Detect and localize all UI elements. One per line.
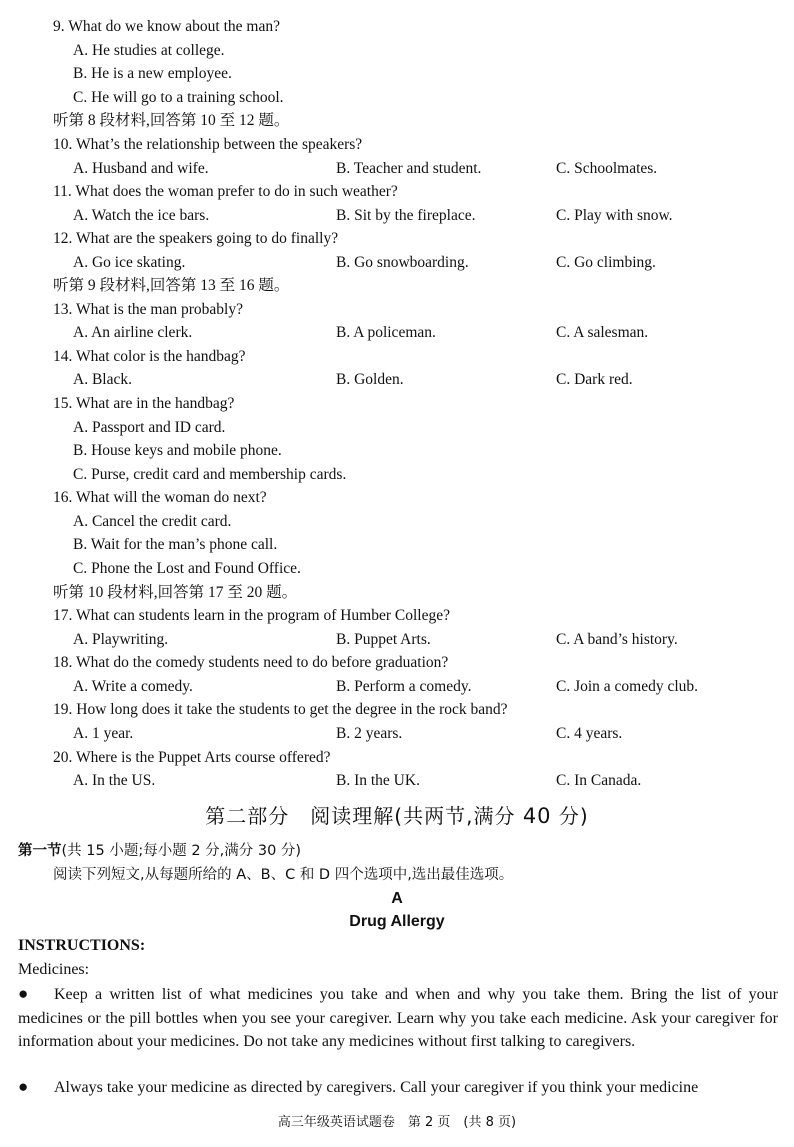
- q20-option-b: B. In the UK.: [336, 772, 420, 789]
- passage-letter: A: [391, 890, 403, 907]
- q13-option-b: B. A policeman.: [336, 324, 436, 341]
- q11-option-c: C. Play with snow.: [556, 207, 673, 224]
- q9-option-a: A. He studies at college.: [73, 42, 225, 59]
- q13-option-a: A. An airline clerk.: [73, 324, 193, 341]
- question-19: 19. How long does it take the students to get the degree in the rock band?: [53, 701, 508, 718]
- q18-option-a: A. Write a comedy.: [73, 678, 193, 695]
- q19-option-c: C. 4 years.: [556, 725, 623, 742]
- q19-option-b: B. 2 years.: [336, 725, 403, 742]
- q17-option-a: A. Playwriting.: [73, 631, 169, 648]
- q10-option-a: A. Husband and wife.: [73, 160, 209, 177]
- section-one-label: 第一节: [18, 843, 62, 859]
- section-one-text: (共 15 小题;每小题 2 分,满分 30 分): [61, 843, 302, 859]
- q12-option-a: A. Go ice skating.: [73, 254, 186, 271]
- part-two-suffix: 分): [551, 804, 589, 828]
- q16-option-c: C. Phone the Lost and Found Office.: [73, 560, 301, 577]
- q14-option-b: B. Golden.: [336, 371, 404, 388]
- q10-option-c: C. Schoolmates.: [556, 160, 658, 177]
- section-instruction-8: 听第 8 段材料,回答第 10 至 12 题。: [53, 112, 290, 129]
- q20-option-a: A. In the US.: [73, 772, 156, 789]
- part-two-heading: [0, 803, 794, 829]
- q12-option-b: B. Go snowboarding.: [336, 254, 469, 271]
- q18-option-b: B. Perform a comedy.: [336, 678, 472, 695]
- instructions-heading: INSTRUCTIONS:: [18, 937, 146, 954]
- part-two-score: 40: [522, 804, 552, 828]
- q16-option-b: B. Wait for the man’s phone call.: [73, 536, 278, 553]
- question-18: 18. What do the comedy students need to do before graduation?: [53, 654, 449, 671]
- question-9: 9. What do we know about the man?: [53, 18, 280, 35]
- q18-option-c: C. Join a comedy club.: [556, 678, 699, 695]
- bullet-icon: ●: [18, 984, 29, 1003]
- q10-option-b: B. Teacher and student.: [336, 160, 482, 177]
- section-one-line: [18, 841, 301, 861]
- medicines-subhead: Medicines:: [18, 961, 90, 978]
- question-20: 20. Where is the Puppet Arts course offered?: [53, 749, 331, 766]
- q17-option-c: C. A band’s history.: [556, 631, 678, 648]
- q9-option-c: C. He will go to a training school.: [73, 89, 284, 106]
- bullet-icon: ●: [18, 1077, 29, 1096]
- q12-option-c: C. Go climbing.: [556, 254, 656, 271]
- q14-option-a: A. Black.: [73, 371, 132, 388]
- bullet-paragraph-1: [18, 982, 778, 1054]
- question-10: 10. What’s the relationship between the speakers?: [53, 136, 363, 153]
- part-two-prefix: 第二部分 阅读理解(共两节,满分: [205, 804, 523, 828]
- q16-option-a: A. Cancel the credit card.: [73, 513, 232, 530]
- q15-option-c: C. Purse, credit card and membership cards.: [73, 466, 347, 483]
- question-17: 17. What can students learn in the program of Humber College?: [53, 607, 450, 624]
- q11-option-b: B. Sit by the fireplace.: [336, 207, 476, 224]
- page-footer: 高三年级英语试题卷 第 2 页 (共 8 页): [277, 1115, 517, 1130]
- q9-option-b: B. He is a new employee.: [73, 65, 232, 82]
- q15-option-a: A. Passport and ID card.: [73, 419, 226, 436]
- section-instruction-9: 听第 9 段材料,回答第 13 至 16 题。: [53, 277, 290, 294]
- q15-option-b: B. House keys and mobile phone.: [73, 442, 282, 459]
- bullet-paragraph-2: [18, 1075, 778, 1100]
- bullet-1-text: Keep a written list of what medicines you take and when and why you take them. Bring the list of your medicines or the pill bottles when you see your caregiver. Learn why you take each medicine. Ask your caregiver for information about your medicines. Do not take any medicines without first talking to caregivers.: [18, 986, 778, 1050]
- q14-option-c: C. Dark red.: [556, 371, 633, 388]
- q20-option-c: C. In Canada.: [556, 772, 642, 789]
- question-11: 11. What does the woman prefer to do in such weather?: [53, 183, 398, 200]
- reading-directions: 阅读下列短文,从每题所给的 A、B、C 和 D 四个选项中,选出最佳选项。: [53, 867, 514, 883]
- question-16: 16. What will the woman do next?: [53, 489, 267, 506]
- section-instruction-10: 听第 10 段材料,回答第 17 至 20 题。: [53, 584, 298, 601]
- bullet-2-text: Always take your medicine as directed by caregivers. Call your caregiver if you think your medicine: [54, 1079, 699, 1096]
- passage-title: Drug Allergy: [349, 913, 445, 930]
- question-13: 13. What is the man probably?: [53, 301, 243, 318]
- question-14: 14. What color is the handbag?: [53, 348, 246, 365]
- question-12: 12. What are the speakers going to do finally?: [53, 230, 339, 247]
- q17-option-b: B. Puppet Arts.: [336, 631, 431, 648]
- q19-option-a: A. 1 year.: [73, 725, 134, 742]
- q11-option-a: A. Watch the ice bars.: [73, 207, 210, 224]
- q13-option-c: C. A salesman.: [556, 324, 649, 341]
- question-15: 15. What are in the handbag?: [53, 395, 235, 412]
